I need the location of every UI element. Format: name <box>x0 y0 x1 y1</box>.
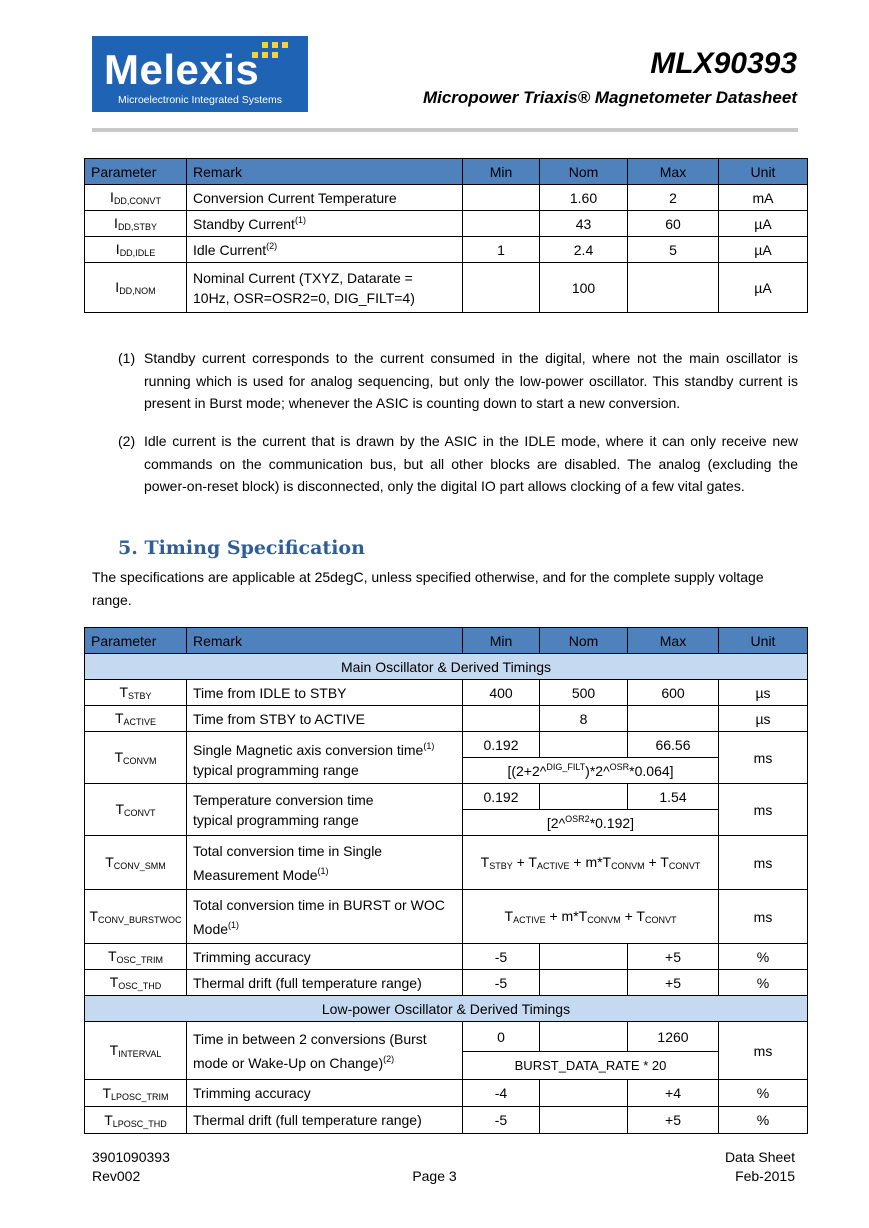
unit-cell: % <box>719 1107 808 1134</box>
logo-tagline: Microelectronic Integrated Systems <box>118 94 282 106</box>
formula-cell: $T_{STBY} + T_{ACTIVE} + m*T_{CONVM} + T_{CONVT}$ <box>463 836 719 890</box>
min-cell <box>463 211 540 237</box>
max-cell <box>628 263 719 313</box>
nom-cell <box>540 1107 628 1134</box>
remark-cell: Standby Current$^{(1)}$ <box>187 211 463 237</box>
max-cell: +5 <box>628 944 719 970</box>
unit-cell: µs <box>719 706 808 732</box>
nom-cell: 43 <box>540 211 628 237</box>
min-cell: -5 <box>463 944 540 970</box>
logo-wordmark: Melexis <box>104 46 260 93</box>
max-cell: 66.56 <box>628 732 719 758</box>
table-row <box>85 263 808 313</box>
group-heading-main-oscillator: Main Oscillator & Derived Timings <box>85 654 808 680</box>
table-row <box>85 1107 808 1134</box>
remark-cell: Temperature conversion time typical programming range <box>187 784 463 836</box>
unit-cell: µA <box>719 263 808 313</box>
remark-cell: Idle Current$^{(2)}$ <box>187 237 463 263</box>
unit-cell: % <box>719 970 808 996</box>
remark-cell: Conversion Current Temperature <box>187 185 463 211</box>
group-row <box>85 996 808 1022</box>
column-header-max: Max <box>628 159 719 185</box>
param-cell: $I_{DD,STBY}$ <box>85 211 187 237</box>
column-header-unit: Unit <box>719 628 808 654</box>
param-cell: $T_{CONV\_BURSTWOC}$ <box>85 890 187 944</box>
nom-cell <box>540 944 628 970</box>
unit-cell: ms <box>719 890 808 944</box>
min-cell: 1 <box>463 237 540 263</box>
max-cell: +5 <box>628 1107 719 1134</box>
param-cell: $T_{STBY}$ <box>85 680 187 706</box>
remark-cell: Time in between 2 conversions (Burst mode or Wake-Up on Change)$^{(2)}$ <box>187 1022 463 1080</box>
table-row <box>85 784 808 810</box>
footer-doc-type: Data Sheet <box>724 1149 795 1165</box>
footnote-number: (2) <box>118 433 136 449</box>
nom-cell: 1.60 <box>540 185 628 211</box>
formula-cell: $T_{ACTIVE} + m*T_{CONVM} + T_{CONVT}$ <box>463 890 719 944</box>
param-cell: $T_{CONVM}$ <box>85 732 187 784</box>
nom-cell <box>540 1022 628 1052</box>
min-cell: 400 <box>463 680 540 706</box>
column-header-parameter: Parameter <box>85 159 187 185</box>
max-cell: 2 <box>628 185 719 211</box>
footnote-number: (1) <box>118 350 136 366</box>
section-heading: 5. Timing Specification <box>118 537 365 559</box>
remark-cell: Thermal drift (full temperature range) <box>187 970 463 996</box>
table-row <box>85 944 808 970</box>
column-header-nom: Nom <box>540 628 628 654</box>
melexis-logo <box>92 36 308 112</box>
table-row <box>85 237 808 263</box>
max-cell: 5 <box>628 237 719 263</box>
table-row <box>85 1022 808 1052</box>
max-cell: 600 <box>628 680 719 706</box>
max-cell <box>628 706 719 732</box>
current-consumption-table <box>84 158 808 313</box>
remark-cell: Total conversion time in BURST or WOC Mode$^{(1)}$ <box>187 890 463 944</box>
param-cell: $T_{CONV\_SMM}$ <box>85 836 187 890</box>
column-header-unit: Unit <box>719 159 808 185</box>
formula-cell: BURST_DATA_RATE * 20 <box>463 1052 719 1080</box>
param-cell: $T_{INTERVAL}$ <box>85 1022 187 1080</box>
min-cell <box>463 706 540 732</box>
min-cell <box>463 185 540 211</box>
unit-cell: % <box>719 1080 808 1107</box>
table-row <box>85 836 808 890</box>
table-row <box>85 890 808 944</box>
param-cell: $T_{OSC\_THD}$ <box>85 970 187 996</box>
group-heading-low-power-oscillator: Low-power Oscillator & Derived Timings <box>85 996 808 1022</box>
unit-cell: µs <box>719 680 808 706</box>
header-divider <box>92 128 798 132</box>
table-header-row <box>85 159 808 185</box>
table-row <box>85 970 808 996</box>
param-cell: $T_{OSC\_TRIM}$ <box>85 944 187 970</box>
max-cell: +4 <box>628 1080 719 1107</box>
param-cell: $I_{DD,NOM}$ <box>85 263 187 313</box>
group-row <box>85 654 808 680</box>
column-header-min: Min <box>463 159 540 185</box>
unit-cell: µA <box>719 237 808 263</box>
remark-cell: Thermal drift (full temperature range) <box>187 1107 463 1134</box>
param-cell: $T_{CONVT}$ <box>85 784 187 836</box>
min-cell: 0.192 <box>463 732 540 758</box>
column-header-nom: Nom <box>540 159 628 185</box>
min-cell <box>463 263 540 313</box>
nom-cell: 8 <box>540 706 628 732</box>
max-cell: 1260 <box>628 1022 719 1052</box>
nom-cell: 2.4 <box>540 237 628 263</box>
column-header-remark: Remark <box>187 628 463 654</box>
max-cell: 60 <box>628 211 719 237</box>
min-cell: -4 <box>463 1080 540 1107</box>
param-cell: $T_{LPOSC\_THD}$ <box>85 1107 187 1134</box>
table-row <box>85 706 808 732</box>
footer-revision: Rev002 <box>92 1168 141 1184</box>
unit-cell: µA <box>719 211 808 237</box>
remark-cell: Nominal Current (TXYZ, Datarate = 10Hz, OSR=OSR2=0, DIG_FILT=4) <box>187 263 463 313</box>
footer-doc-number: 3901090393 <box>92 1149 170 1165</box>
remark-cell: Single Magnetic axis conversion time$^{(1)}$ typical programming range <box>187 732 463 784</box>
unit-cell: ms <box>719 784 808 836</box>
table-header-row <box>85 628 808 654</box>
remark-cell: Total conversion time in Single Measurement Mode$^{(1)}$ <box>187 836 463 890</box>
min-cell: 0.192 <box>463 784 540 810</box>
unit-cell: mA <box>719 185 808 211</box>
min-cell: -5 <box>463 1107 540 1134</box>
remark-cell: Time from IDLE to STBY <box>187 680 463 706</box>
param-cell: $T_{ACTIVE}$ <box>85 706 187 732</box>
remark-cell: Trimming accuracy <box>187 944 463 970</box>
table-row <box>85 185 808 211</box>
min-cell: 0 <box>463 1022 540 1052</box>
footnote-1 <box>118 347 798 415</box>
table-row <box>85 1080 808 1107</box>
footnote-text: Standby current corresponds to the current consumed in the digital, where not the main oscillator is running which is used for analog sequencing, but only the low-power oscillator. This standby current is present in Burst mode; whenever the ASIC is counting down to start a new conversion. <box>144 350 798 411</box>
timing-specification-table <box>84 627 808 1134</box>
table-row <box>85 732 808 758</box>
remark-cell: Time from STBY to ACTIVE <box>187 706 463 732</box>
table-row <box>85 211 808 237</box>
nom-cell <box>540 970 628 996</box>
remark-cell: Trimming accuracy <box>187 1080 463 1107</box>
nom-cell <box>540 784 628 810</box>
table-row <box>85 680 808 706</box>
param-cell: $I_{DD,CONVT}$ <box>85 185 187 211</box>
footnote-2 <box>118 430 798 498</box>
formula-cell: [2^$^{OSR2}$*0.192] <box>463 810 719 836</box>
min-cell: -5 <box>463 970 540 996</box>
column-header-min: Min <box>463 628 540 654</box>
nom-cell <box>540 1080 628 1107</box>
unit-cell: ms <box>719 836 808 890</box>
unit-cell: % <box>719 944 808 970</box>
unit-cell: ms <box>719 732 808 784</box>
column-header-max: Max <box>628 628 719 654</box>
footer-page-number: Page 3 <box>412 1168 457 1184</box>
footnote-text: Idle current is the current that is drawn by the ASIC in the IDLE mode, where it can only receive new commands on the communication bus, but all other blocks are disabled. The analog (excluding the power-on-reset block) is disconnected, only the digital IO part allows clocking of a few vital gates. <box>144 433 798 494</box>
nom-cell: 100 <box>540 263 628 313</box>
formula-cell: [(2+2^$^{DIG\_FILT}$)*2^$^{OSR}$*0.064] <box>463 758 719 784</box>
document-subtitle: Micropower Triaxis® Magnetometer Datasheet <box>422 88 797 107</box>
document-title: MLX90393 <box>650 47 797 80</box>
footer-date: Feb-2015 <box>735 1168 795 1184</box>
nom-cell <box>540 732 628 758</box>
param-cell: $I_{DD,IDLE}$ <box>85 237 187 263</box>
section-intro: The specifications are applicable at 25degC, unless specified otherwise, and for the complete supply voltage range. <box>92 569 764 608</box>
max-cell: +5 <box>628 970 719 996</box>
param-cell: $T_{LPOSC\_TRIM}$ <box>85 1080 187 1107</box>
nom-cell: 500 <box>540 680 628 706</box>
unit-cell: ms <box>719 1022 808 1080</box>
column-header-remark: Remark <box>187 159 463 185</box>
column-header-parameter: Parameter <box>85 628 187 654</box>
max-cell: 1.54 <box>628 784 719 810</box>
